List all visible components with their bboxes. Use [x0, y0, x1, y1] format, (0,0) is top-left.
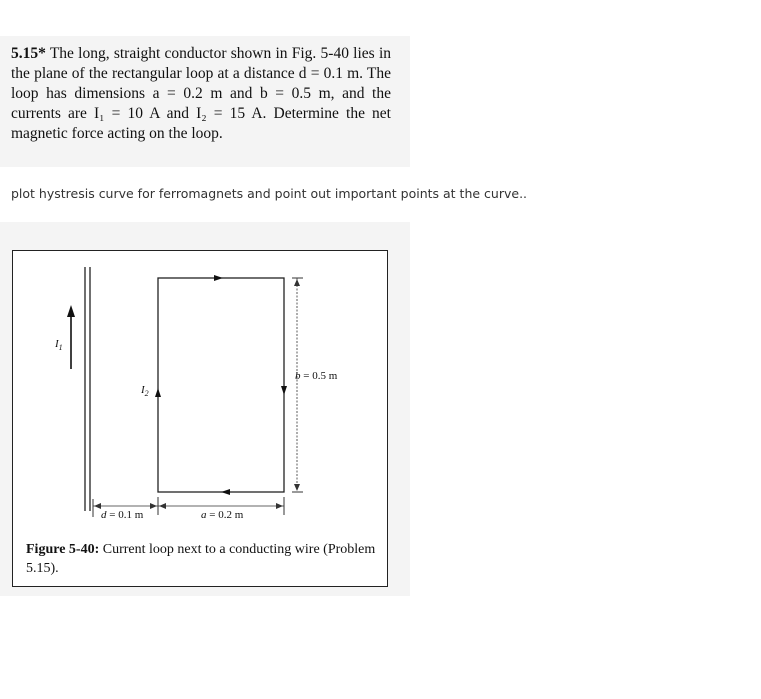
b-label: b = 0.5 m	[295, 370, 338, 382]
i2-arrow-up	[155, 388, 161, 397]
bottom-side-arrow	[221, 489, 230, 495]
a-label: a = 0.2 m	[201, 509, 244, 521]
right-side-arrow	[281, 386, 287, 395]
b-arrow-bottom	[294, 484, 300, 491]
b-arrow-top	[294, 279, 300, 286]
figure-diagram	[13, 251, 387, 586]
problem-number: 5.15*	[11, 45, 46, 62]
figure-frame	[12, 250, 388, 587]
a-arrow-left	[159, 503, 166, 509]
d-label: d = 0.1 m	[101, 509, 144, 521]
figure-caption	[26, 540, 378, 578]
a-arrow-right	[276, 503, 283, 509]
problem-text	[11, 44, 391, 144]
figure-panel	[0, 222, 410, 596]
problem-statement	[0, 36, 410, 167]
top-side-arrow	[214, 275, 223, 281]
i2-label: $I_2$	[141, 384, 149, 398]
problem-body: The long, straight conductor shown in Fig. 5-40 lies in the plane of the rectangular loop at a distance d = 0.1 m. The loop has dimensions a = 0.2 m and b = 0.5 m, and the currents are I₁ = 10 A and I₂ = 15 A. Determine the net magnetic force acting on the loop.	[11, 45, 391, 142]
caption-text: Current loop next to a conducting wire (Problem 5.15).	[26, 542, 376, 576]
i1-arrow-head	[67, 305, 75, 317]
caption-label: Figure 5-40:	[26, 542, 100, 557]
d-arrow-right	[150, 503, 157, 509]
question-text: plot hystresis curve for ferromagnets and point out important points at the curve..	[11, 186, 528, 201]
current-loop	[158, 278, 284, 492]
d-arrow-left	[94, 503, 101, 509]
i1-label: $I_1$	[55, 338, 63, 352]
